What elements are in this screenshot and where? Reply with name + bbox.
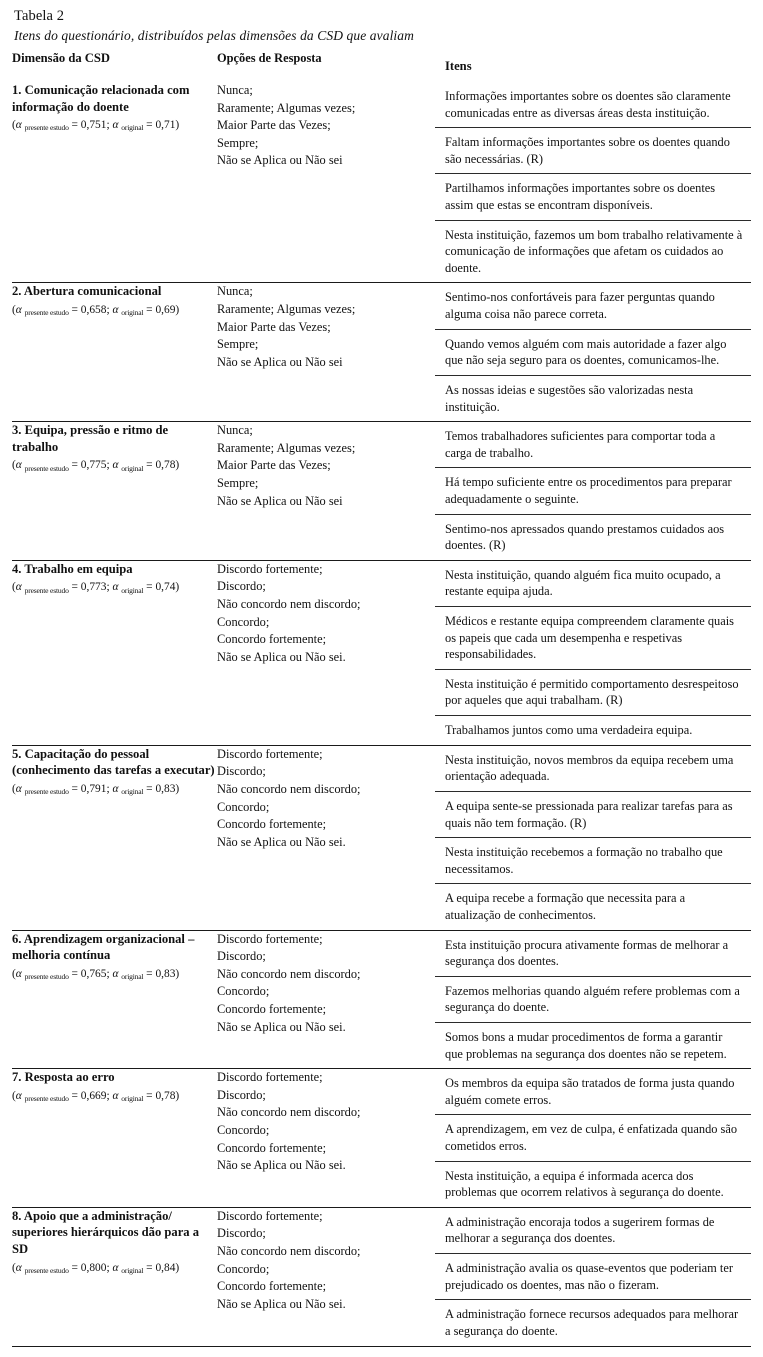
options-cell bbox=[217, 745, 435, 930]
option-line: Concordo; bbox=[217, 1261, 270, 1276]
items-cell bbox=[435, 745, 751, 930]
option-line: Concordo fortemente; bbox=[217, 817, 327, 832]
item-text: Médicos e restante equipa compreendem claramente quais os papeis que cada um desempenha e respetivas responsabilidades. bbox=[435, 607, 751, 670]
alpha-values: (α presente estudo = 0,775; α original = 0,78) bbox=[12, 459, 180, 473]
item-row bbox=[435, 375, 751, 421]
dimension-title: 6. Aprendizagem organizacional – melhoria contínua bbox=[12, 931, 195, 963]
item-row bbox=[435, 329, 751, 375]
option-line: Concordo fortemente; bbox=[217, 632, 327, 647]
item-text: Partilhamos informações importantes sobre os doentes assim que estas se encontram disponíveis. bbox=[435, 174, 751, 220]
option-line: Sempre; bbox=[217, 337, 259, 352]
alpha-values: (α presente estudo = 0,658; α original = 0,69) bbox=[12, 304, 180, 318]
item-text: Temos trabalhadores suficientes para comportar toda a carga de trabalho. bbox=[445, 429, 716, 460]
table-header-row bbox=[12, 50, 751, 82]
item-text: Nesta instituição, novos membros da equipa recebem uma orientação adequada. bbox=[445, 752, 734, 784]
alpha-original: 0,78 bbox=[155, 1089, 176, 1102]
item-row bbox=[435, 791, 751, 837]
item-text: Nesta instituição é permitido comportamento desrespeitoso por aqueles que aqui trabalham. (R) bbox=[435, 669, 751, 715]
options-cell bbox=[217, 82, 435, 283]
option-line: Não se Aplica ou Não sei. bbox=[217, 1019, 346, 1034]
item-text: Trabalhamos juntos como uma verdadeira equipa. bbox=[435, 716, 751, 745]
alpha-present: 0,669 bbox=[80, 1089, 107, 1102]
dimension-title: 7. Resposta ao erro bbox=[12, 1070, 115, 1085]
item-row bbox=[435, 976, 751, 1022]
item-row bbox=[435, 669, 751, 715]
alpha-original: 0,83 bbox=[155, 967, 176, 980]
option-line: Não concordo nem discordo; bbox=[217, 781, 361, 796]
option-line: Nunca; bbox=[217, 284, 253, 299]
header-dimension: Dimensão da CSD bbox=[12, 51, 110, 65]
option-line: Nunca; bbox=[217, 83, 253, 97]
option-line: Não se Aplica ou Não sei. bbox=[217, 1296, 346, 1311]
dimension-row bbox=[12, 1207, 751, 1345]
dimension-row bbox=[12, 82, 751, 283]
item-row bbox=[435, 931, 751, 977]
alpha-values: (α presente estudo = 0,800; α original = 0,84) bbox=[12, 1261, 180, 1275]
alpha-present: 0,751 bbox=[80, 119, 107, 132]
option-line: Raramente; Algumas vezes; bbox=[217, 440, 356, 455]
items-table bbox=[435, 931, 751, 1069]
item-text: A equipa sente-se pressionada para realizar tarefas para as quais não tem formação. (R) bbox=[435, 791, 751, 837]
alpha-present: 0,765 bbox=[80, 967, 107, 980]
option-line: Raramente; Algumas vezes; bbox=[217, 302, 356, 317]
header-options: Opções de Resposta bbox=[217, 51, 322, 65]
item-text: Fazemos melhorias quando alguém refere problemas com a segurança do doente. bbox=[435, 976, 751, 1022]
alpha-present: 0,658 bbox=[80, 304, 107, 317]
alpha-original: 0,83 bbox=[155, 782, 176, 795]
items-table bbox=[435, 746, 751, 930]
item-text: Nesta instituição, fazemos um bom trabalho relativamente à comunicação de informações que afetam os cuidados ao doente. bbox=[435, 220, 751, 282]
item-row bbox=[435, 561, 751, 607]
items-cell bbox=[435, 283, 751, 422]
item-text: A aprendizagem, em vez de culpa, é enfatizada quando são cometidos erros. bbox=[435, 1115, 751, 1161]
dimension-row bbox=[12, 560, 751, 745]
option-line: Discordo; bbox=[217, 764, 266, 779]
table-bottom-rule bbox=[12, 1346, 751, 1347]
dimension-title: 4. Trabalho em equipa bbox=[12, 561, 133, 576]
option-line: Sempre; bbox=[217, 135, 259, 150]
dimension-row bbox=[12, 745, 751, 930]
alpha-original: 0,74 bbox=[155, 581, 176, 594]
item-row bbox=[435, 128, 751, 174]
alpha-original: 0,69 bbox=[155, 304, 176, 317]
alpha-present: 0,800 bbox=[80, 1261, 107, 1274]
dimension-title: 2. Abertura comunicacional bbox=[12, 284, 162, 299]
items-cell bbox=[435, 560, 751, 745]
dimension-row bbox=[12, 422, 751, 561]
option-line: Discordo; bbox=[217, 1087, 266, 1102]
option-line: Concordo; bbox=[217, 984, 270, 999]
option-line: Concordo fortemente; bbox=[217, 1140, 327, 1155]
item-text: Somos bons a mudar procedimentos de forma a garantir que problemas na segurança dos doentes não se repetem. bbox=[435, 1022, 751, 1068]
option-line: Maior Parte das Vezes; bbox=[217, 319, 331, 334]
item-text: As nossas ideias e sugestões são valorizadas nesta instituição. bbox=[435, 375, 751, 421]
item-row bbox=[435, 607, 751, 670]
items-cell bbox=[435, 82, 751, 283]
items-table bbox=[435, 283, 751, 421]
option-line: Não se Aplica ou Não sei bbox=[217, 153, 343, 168]
item-row bbox=[435, 468, 751, 514]
option-line: Discordo fortemente; bbox=[217, 1208, 323, 1223]
option-line: Não se Aplica ou Não sei bbox=[217, 493, 343, 508]
alpha-values: (α presente estudo = 0,765; α original = 0,83) bbox=[12, 967, 180, 981]
dimension-title: 3. Equipa, pressão e ritmo de trabalho bbox=[12, 423, 169, 454]
option-line: Não concordo nem discordo; bbox=[217, 597, 361, 612]
item-row bbox=[435, 746, 751, 792]
item-text: Nesta instituição recebemos a formação no trabalho que necessitamos. bbox=[435, 838, 751, 884]
option-line: Não se Aplica ou Não sei. bbox=[217, 649, 346, 664]
table-caption: Itens do questionário, distribuídos pelas dimensões da CSD que avaliam bbox=[14, 28, 414, 43]
dimension-title: 8. Apoio que a administração/ superiores hierárquicos dão para a SD bbox=[12, 1208, 200, 1257]
item-text: Nesta instituição, a equipa é informada acerca dos problemas que ocorrem relativos à segurança do doente. bbox=[435, 1161, 751, 1207]
item-row bbox=[435, 174, 751, 220]
item-row bbox=[435, 283, 751, 329]
dimension-cell bbox=[12, 283, 217, 422]
dimension-row bbox=[12, 1069, 751, 1208]
item-text: Nesta instituição, quando alguém fica muito ocupado, a restante equipa ajuda. bbox=[445, 567, 721, 599]
item-text: A equipa recebe a formação que necessita para a atualização de conhecimentos. bbox=[435, 884, 751, 930]
option-line: Discordo; bbox=[217, 949, 266, 964]
item-text: Há tempo suficiente entre os procedimentos para preparar adequadamente o seguinte. bbox=[435, 468, 751, 514]
option-line: Não se Aplica ou Não sei. bbox=[217, 834, 346, 849]
items-cell bbox=[435, 422, 751, 561]
option-line: Discordo fortemente; bbox=[217, 746, 323, 761]
option-line: Discordo fortemente; bbox=[217, 1070, 323, 1085]
item-text: A administração fornece recursos adequados para melhorar a segurança do doente. bbox=[435, 1300, 751, 1346]
item-row bbox=[435, 220, 751, 282]
options-cell bbox=[217, 560, 435, 745]
dimension-row bbox=[12, 930, 751, 1069]
option-line: Concordo fortemente; bbox=[217, 1279, 327, 1294]
option-line: Concordo; bbox=[217, 799, 270, 814]
option-line: Sempre; bbox=[217, 475, 259, 490]
item-row bbox=[435, 1208, 751, 1254]
options-cell bbox=[217, 422, 435, 561]
alpha-values: (α presente estudo = 0,669; α original = 0,78) bbox=[12, 1089, 180, 1103]
table-number: Tabela 2 bbox=[14, 8, 65, 24]
item-row bbox=[435, 1254, 751, 1300]
option-line: Concordo; bbox=[217, 614, 270, 629]
items-cell bbox=[435, 1069, 751, 1208]
item-row bbox=[435, 838, 751, 884]
option-line: Discordo; bbox=[217, 1226, 266, 1241]
item-text: Esta instituição procura ativamente formas de melhorar a segurança dos doentes. bbox=[445, 937, 729, 969]
alpha-original: 0,71 bbox=[155, 119, 176, 132]
item-text: A administração avalia os quase-eventos que poderiam ter prejudicado os doentes, mas não o fizeram. bbox=[435, 1254, 751, 1300]
options-cell bbox=[217, 1207, 435, 1345]
item-row bbox=[435, 1022, 751, 1068]
items-table bbox=[435, 82, 751, 282]
alpha-original: 0,78 bbox=[155, 459, 176, 472]
option-line: Não concordo nem discordo; bbox=[217, 1244, 361, 1259]
alpha-values: (α presente estudo = 0,751; α original = 0,71) bbox=[12, 119, 180, 133]
dimension-cell bbox=[12, 560, 217, 745]
item-row bbox=[435, 1300, 751, 1346]
options-cell bbox=[217, 930, 435, 1069]
option-line: Não se Aplica ou Não sei. bbox=[217, 1158, 346, 1173]
item-row bbox=[435, 1115, 751, 1161]
items-table bbox=[435, 1069, 751, 1207]
alpha-present: 0,791 bbox=[80, 782, 107, 795]
option-line: Raramente; Algumas vezes; bbox=[217, 100, 356, 115]
option-line: Concordo; bbox=[217, 1123, 270, 1138]
dimension-title: 5. Capacitação do pessoal (conhecimento das tarefas a executar) bbox=[12, 746, 215, 778]
alpha-present: 0,775 bbox=[80, 459, 107, 472]
alpha-original: 0,84 bbox=[155, 1261, 176, 1274]
option-line: Não se Aplica ou Não sei bbox=[217, 354, 343, 369]
item-row bbox=[435, 1161, 751, 1207]
item-text: Faltam informações importantes sobre os doentes quando são necessárias. (R) bbox=[435, 128, 751, 174]
items-cell bbox=[435, 1207, 751, 1345]
dimension-cell bbox=[12, 1069, 217, 1208]
item-text: Informações importantes sobre os doentes são claramente comunicadas entre as diversas áreas desta instituição. bbox=[445, 89, 731, 120]
option-line: Maior Parte das Vezes; bbox=[217, 458, 331, 473]
option-line: Discordo fortemente; bbox=[217, 931, 323, 946]
item-text: Sentimo-nos apressados quando prestamos cuidados aos doentes. (R) bbox=[435, 514, 751, 560]
item-row bbox=[435, 716, 751, 745]
table-body bbox=[12, 82, 751, 1346]
option-line: Concordo fortemente; bbox=[217, 1001, 327, 1016]
item-text: Sentimo-nos confortáveis para fazer perguntas quando alguma coisa não parece correta. bbox=[445, 290, 715, 322]
item-row bbox=[435, 82, 751, 128]
dimension-cell bbox=[12, 82, 217, 283]
items-cell bbox=[435, 930, 751, 1069]
dimension-cell bbox=[12, 745, 217, 930]
item-row bbox=[435, 1069, 751, 1115]
alpha-values: (α presente estudo = 0,773; α original = 0,74) bbox=[12, 581, 180, 595]
dimension-title: 1. Comunicação relacionada com informação do doente bbox=[12, 83, 190, 114]
dimension-cell bbox=[12, 422, 217, 561]
dimension-cell bbox=[12, 1207, 217, 1345]
options-cell bbox=[217, 283, 435, 422]
item-text: A administração encoraja todos a sugerirem formas de melhorar a segurança dos doentes. bbox=[445, 1214, 715, 1246]
dimension-row bbox=[12, 283, 751, 422]
questionnaire-table bbox=[12, 50, 751, 1347]
option-line: Maior Parte das Vezes; bbox=[217, 118, 331, 133]
item-row bbox=[435, 422, 751, 468]
items-table bbox=[435, 422, 751, 560]
item-row bbox=[435, 884, 751, 930]
option-line: Discordo; bbox=[217, 579, 266, 594]
dimension-cell bbox=[12, 930, 217, 1069]
item-text: Quando vemos alguém com mais autoridade a fazer algo que não seja seguro para os doentes, comunicamos-lhe. bbox=[435, 329, 751, 375]
item-row bbox=[435, 514, 751, 560]
option-line: Não concordo nem discordo; bbox=[217, 1105, 361, 1120]
header-items: Itens bbox=[445, 59, 472, 73]
option-line: Discordo fortemente; bbox=[217, 561, 323, 576]
items-table bbox=[435, 561, 751, 745]
option-line: Não concordo nem discordo; bbox=[217, 966, 361, 981]
option-line: Nunca; bbox=[217, 423, 253, 438]
alpha-present: 0,773 bbox=[80, 581, 107, 594]
items-table bbox=[435, 1208, 751, 1346]
alpha-values: (α presente estudo = 0,791; α original = 0,83) bbox=[12, 782, 180, 797]
item-text: Os membros da equipa são tratados de forma justa quando alguém comete erros. bbox=[445, 1076, 735, 1107]
options-cell bbox=[217, 1069, 435, 1208]
